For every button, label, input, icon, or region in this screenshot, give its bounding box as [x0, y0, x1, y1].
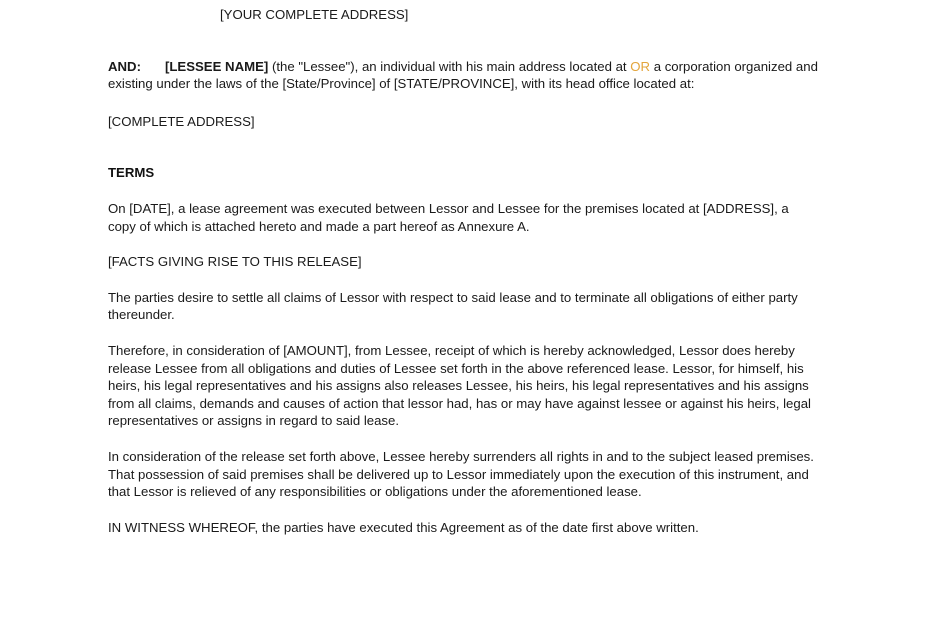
spacer-after-surrender — [108, 501, 820, 519]
spacer-after-terms-heading — [108, 182, 820, 200]
spacer-after-lease-execution — [108, 235, 820, 253]
lessee-clause-part-two: a corporation organized and existing under the laws of the [State/Province] of [STATE/PROVINCE], with its head office located at: — [108, 58, 818, 92]
complete-address-placeholder: [COMPLETE ADDRESS] — [108, 113, 255, 129]
spacer-after-consideration — [108, 430, 820, 448]
spacer-after-parties — [108, 93, 820, 113]
settle-claims-paragraph: The parties desire to settle all claims of Lessor with respect to said lease and to terminate all obligations of either party thereunder. — [108, 289, 798, 323]
lessee-name-placeholder: [LESSEE NAME] — [164, 58, 269, 74]
header-address-line: [YOUR COMPLETE ADDRESS] — [220, 7, 409, 22]
witness-whereof-paragraph: IN WITNESS WHEREOF, the parties have executed this Agreement as of the date first above written. — [108, 519, 699, 535]
consideration-release-paragraph: Therefore, in consideration of [AMOUNT], from Lessee, receipt of which is hereby acknowledged, Lessor does hereby release Lessee from all obligations and duties of Lessee set forth in the above referenced lease. Lessor, for himself, his heirs, his legal representatives and his assigns also releases Lessee, his heirs, his legal representatives and his assigns from all claims, demands and causes of action that lessor had, has or may have against lessee or against his heirs, legal representatives or assigns in regard to said lease. — [108, 342, 811, 429]
document-body — [108, 0, 820, 536]
or-connector: OR — [630, 58, 651, 74]
lessee-clause-part-one: (the "Lessee"), an individual with his main address located at — [268, 58, 631, 74]
spacer-after-facts — [108, 271, 820, 289]
parties-paragraph — [108, 58, 820, 93]
facts-placeholder-paragraph: [FACTS GIVING RISE TO THIS RELEASE] — [108, 254, 362, 270]
and-label: AND: — [108, 58, 141, 74]
spacer-after-settle-claims — [108, 324, 820, 342]
spacer-after-header-address — [108, 24, 820, 58]
surrender-rights-paragraph: In consideration of the release set forth above, Lessee hereby surrenders all rights in and to the subject leased premises. That possession of said premises shall be delivered up to Lessor immediately upon the execution of this instrument, and that Lessor is relieved of any responsibilities or obligations under the aforementioned lease. — [108, 448, 814, 500]
spacer-before-terms — [108, 130, 820, 164]
lease-execution-paragraph: On [DATE], a lease agreement was executed between Lessor and Lessee for the premises located at [ADDRESS], a copy of which is attached hereto and made a part hereof as Annexure A. — [108, 200, 789, 234]
terms-heading: TERMS — [108, 165, 155, 181]
